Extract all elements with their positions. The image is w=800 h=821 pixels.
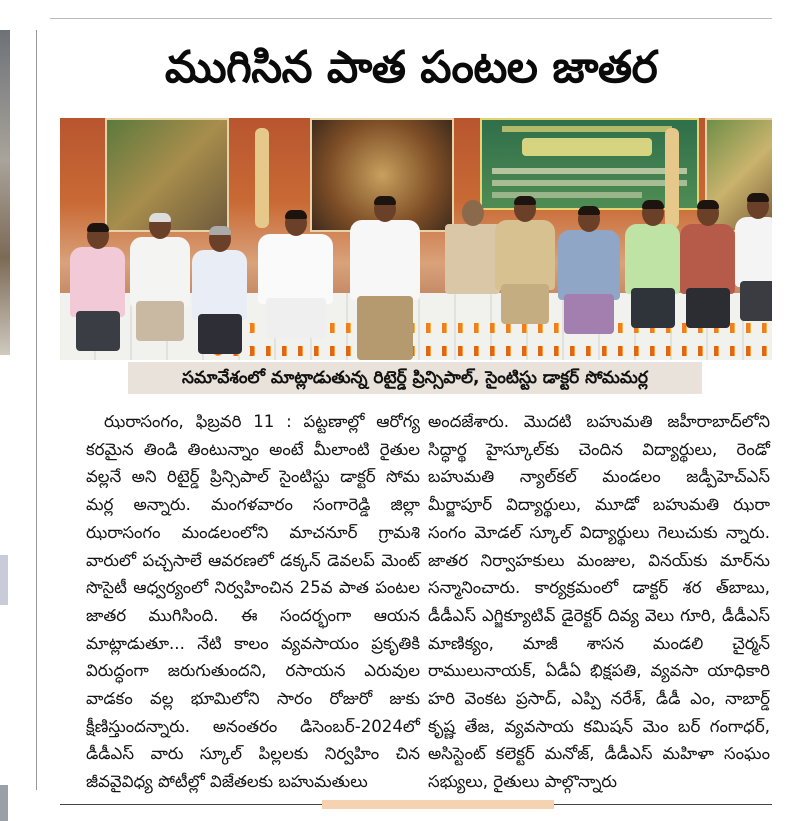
- bottom-tab: [322, 800, 554, 809]
- seated-person: [130, 213, 190, 343]
- seated-person: [70, 223, 125, 353]
- adjacent-photo-edge: [0, 30, 10, 355]
- seated-person: [192, 226, 247, 346]
- adjacent-column-edge: [0, 555, 8, 605]
- seated-person: [680, 200, 735, 330]
- article-text-right: అందజేశారు. మొదటి బహుమతి జహీరాబాద్‌లోని సిద్ధార్థ హైస్కూల్‌కు చెందిన విద్యార్థులు, రెండో బహుమతి న్యాల్‌కల్ మండలం జడ్పీహెచ్ఎస్ మీర్జాపూర్ విద్యార్థులు, మూడో బహుమతి ఝరా సంగం మోడల్ స్కూల్ విద్యార్థులు గెలుచుకు న్నారు. జాతర నిర్వాహకులు మంజుల, వినయ్‌కు మార్‌ను సన్మానించారు. కార్యక్రమంలో డాక్టర్ శర త్‌బాబు, డీడీఎస్ ఎగ్జిక్యూటివ్ డైరెక్టర్ దివ్య వెలు గూరి, డీడీఎస్ మాణిక్యం, మాజీ శాసన మండలి చైర్మన్ రాములునాయక్, ఏడీఏ భిక్షపతి, వ్యవసా యాధికారి హరి వెంకట ప్రసాద్, ఎప్పి నరేశ్, డీడీ ఎం, నాబార్డ్ కృష్ణ తేజ, వ్యవసాయ కమిషన్ మెం బర్ గంగాధర్, అసిస్టెంట్ కలెక్టర్ మనోజ్, డీడీఎస్ మహిళా సంఘం సభ్యులు, రైతులు పాల్గొన్నారు: [428, 412, 770, 792]
- flower-garland: [210, 346, 772, 356]
- column-divider: [36, 30, 37, 790]
- portrait-frame: [445, 200, 500, 320]
- speaker: [350, 196, 420, 360]
- photo-caption: సమావేశంలో మాట్లాడుతున్న రిటైర్డ్ ప్రిన్సిపాల్, సైంటిస్టు డాక్టర్ సోమమర్ల: [182, 368, 648, 388]
- seated-official: [495, 196, 555, 336]
- article-column-right: [428, 408, 770, 796]
- seated-person: [625, 200, 680, 330]
- headline: ముగిసిన పాత పంటల జాతర: [164, 42, 658, 93]
- seated-person: [558, 206, 620, 336]
- article-text-left: ఝరాసంగం, ఫిబ్రవరి 11 : పట్టణాల్లో ఆరోగ్య కరమైన తిండి తింటున్నాం అంటే మీలాంటి రైతుల వల్లనే అని రిటైర్డ్ ప్రిన్సిపాల్ సైంటిస్టు డాక్టర్ సోమ మర్ల అన్నారు. మంగళవారం సంగారెడ్డి జిల్లా ఝరాసంగం మండలంలోని మాచనూర్ గ్రామశి వారులో పచ్చసాలే ఆవరణలో డక్కన్ డెవలప్ మెంట్ సొసైటీ ఆధ్వర్యంలో నిర్వహించిన 25వ పాత పంటల జాతర ముగిసింది. ఈ సందర్భంగా ఆయన మాట్లాడుతూ... నేటి కాలం వ్యవసాయం ప్రకృతికి విరుద్ధంగా జరుగుతుందని, రసాయన ఎరువుల వాడకం వల్ల భూమిలోని సారం రోజురో జుకు క్షీణిస్తుందన్నారు. అనంతరం డిసెంబర్-2024లో డీడీఎస్ వారు స్కూల్ పిల్లలకు నిర్వహిం చిన జీవవైవిధ్య పోటీల్లో విజేతలకు బహుమతులు: [86, 412, 420, 792]
- article-column-left: [86, 408, 420, 796]
- top-rule: [50, 18, 772, 19]
- seated-person: [735, 193, 772, 323]
- adjacent-column-edge-bottom: [0, 785, 8, 821]
- seated-person: [258, 210, 333, 340]
- news-photo: [60, 118, 772, 360]
